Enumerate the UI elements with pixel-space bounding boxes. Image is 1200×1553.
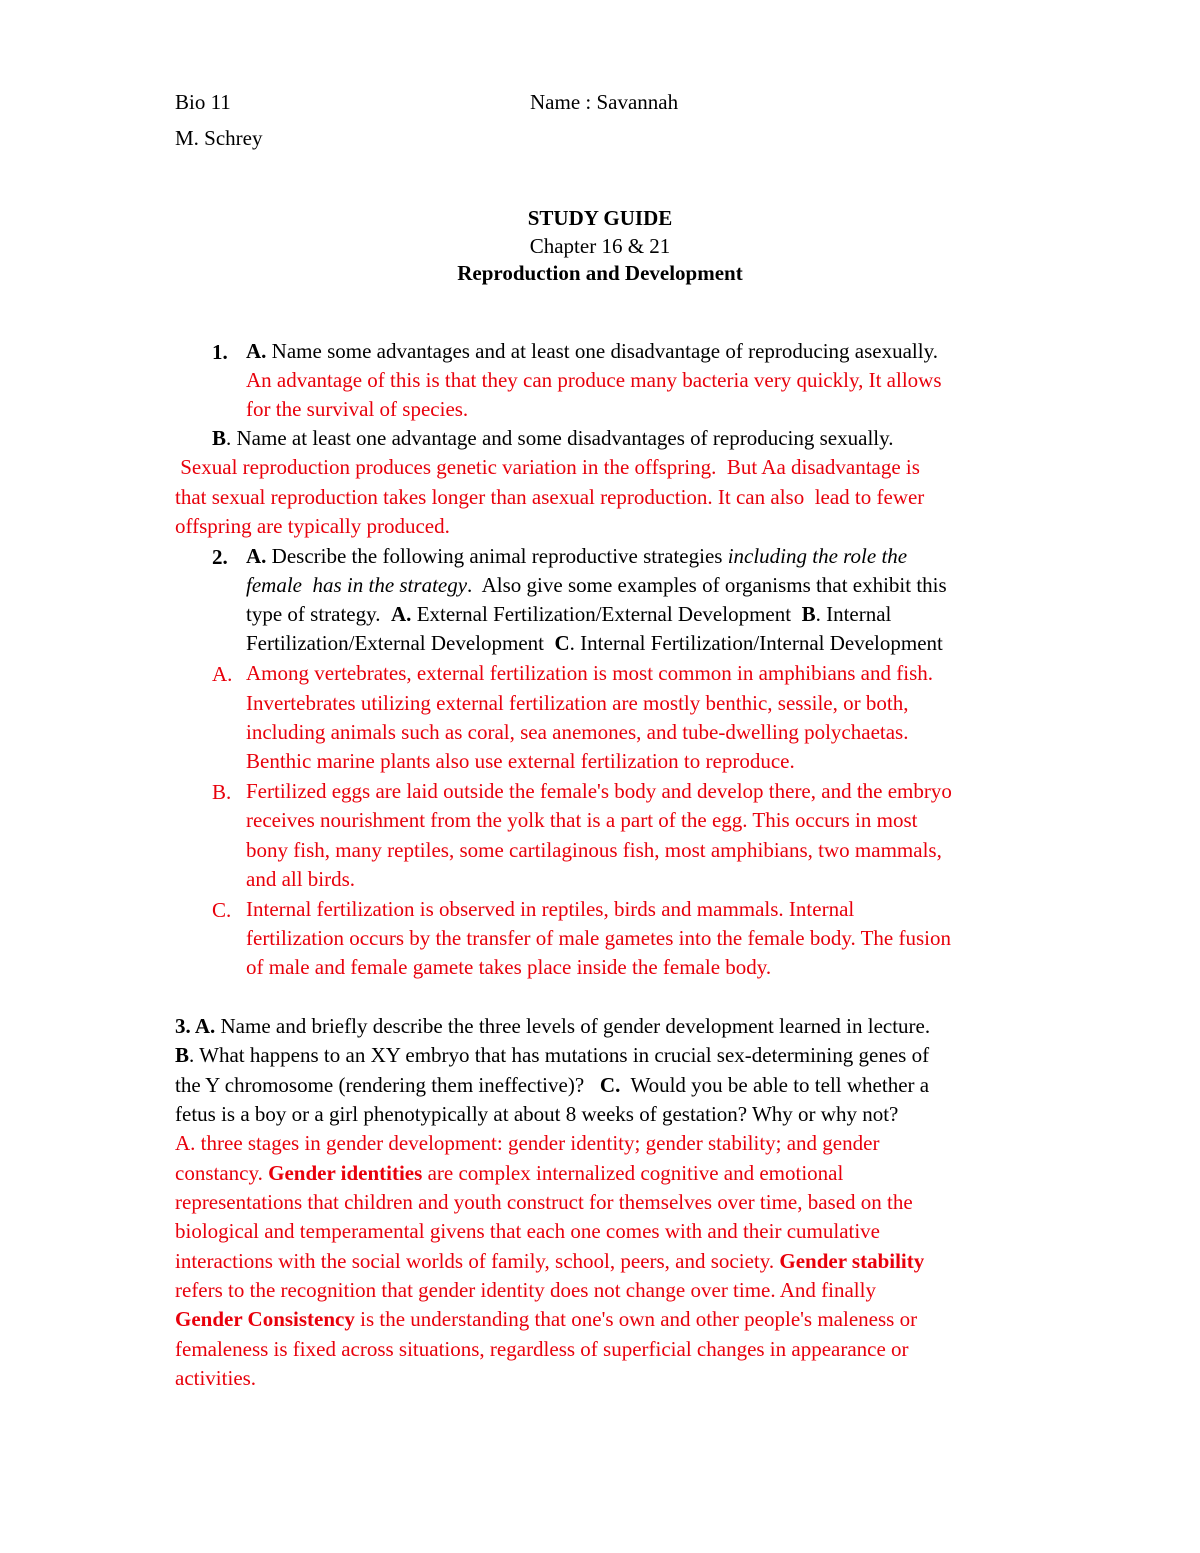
q1b-label: B <box>212 426 227 450</box>
q2-answer-letter: B. <box>212 780 232 804</box>
q1a-question: A. Name some advantages and at least one disadvantage of reproducing asexually. <box>246 339 938 363</box>
term-gender-consistency: Gender Consistency <box>175 1307 355 1331</box>
q1b-answer-line: Sexual reproduction produces genetic variation in the offspring. But Aa disadvantage is <box>175 455 920 479</box>
student-name: Name : Savannah <box>530 90 679 114</box>
term-gender-stability: Gender stability <box>779 1249 925 1273</box>
q2-answer-line: of male and female gamete takes place inside the female body. <box>246 955 772 979</box>
q2-question-line: female has in the strategy. Also give some examples of organisms that exhibit this <box>246 573 947 597</box>
q3-answer-line: femaleness is fixed across situations, regardless of superficial changes in appearance or <box>175 1337 909 1361</box>
q2-answer-line: and all birds. <box>246 867 356 891</box>
q1-number: 1. <box>212 340 228 364</box>
q3-answer-line: refers to the recognition that gender identity does not change over time. And finally <box>175 1278 876 1302</box>
chapter-label: Chapter 16 & 21 <box>529 234 671 258</box>
q2-answer-line: Invertebrates utilizing external fertilization are mostly benthic, sessile, or both, <box>246 691 909 715</box>
q3-question-line: the Y chromosome (rendering them ineffective)? C. Would you be able to tell whether a <box>175 1073 930 1097</box>
q2-answer-line: Benthic marine plants also use external fertilization to reproduce. <box>246 749 795 773</box>
page-subtitle: Reproduction and Development <box>457 261 743 285</box>
q2-answer-line: bony fish, many reptiles, some cartilaginous fish, most amphibians, two mammals, <box>246 838 942 862</box>
q3-answer-line: interactions with the social worlds of family, school, peers, and society. Gender stability <box>175 1249 925 1273</box>
q2-answer-letter: C. <box>212 898 232 922</box>
q2-question-line: Fertilization/External Development C. Internal Fertilization/Internal Development <box>246 631 943 655</box>
q1a-answer-line: An advantage of this is that they can produce many bacteria very quickly, It allows <box>246 368 942 392</box>
q2-answer-line: Among vertebrates, external fertilization is most common in amphibians and fish. <box>246 661 934 685</box>
q2-answer-line: including animals such as coral, sea anemones, and tube-dwelling polychaetas. <box>246 720 909 744</box>
q3-answer-line: A. three stages in gender development: gender identity; gender stability; and gender <box>175 1131 880 1155</box>
q3-question-line: 3. A. Name and briefly describe the three levels of gender development learned in lecture. <box>175 1014 931 1038</box>
page-title: STUDY GUIDE <box>527 206 673 230</box>
teacher-label: M. Schrey <box>175 126 263 150</box>
q2-number: 2. <box>212 545 228 569</box>
q2-answer-line: receives nourishment from the yolk that is a part of the egg. This occurs in most <box>246 808 918 832</box>
term-gender-identities: Gender identities <box>268 1161 423 1185</box>
q3-answer-line: activities. <box>175 1366 257 1390</box>
q2-question-line: type of strategy. A. External Fertilization/External Development B. Internal <box>246 602 892 626</box>
q1b-answer-line: that sexual reproduction takes longer than asexual reproduction. It can also lead to fewer <box>175 485 925 509</box>
q3-answer-line: constancy. Gender identities are complex internalized cognitive and emotional <box>175 1161 844 1185</box>
q2-answer-line: Fertilized eggs are laid outside the female's body and develop there, and the embryo <box>246 779 952 803</box>
course-label: Bio 11 <box>175 90 231 114</box>
q2-answer-line: fertilization occurs by the transfer of male gametes into the female body. The fusion <box>246 926 952 950</box>
q3-answer-line: representations that children and youth construct for themselves over time, based on the <box>175 1190 913 1214</box>
q3-question-line: fetus is a boy or a girl phenotypically at about 8 weeks of gestation? Why or why not? <box>175 1102 899 1126</box>
q3-answer-line: Gender Consistency is the understanding that one's own and other people's maleness or <box>175 1307 918 1331</box>
q3-label: 3. A. <box>175 1014 216 1038</box>
q2-answer-line: Internal fertilization is observed in reptiles, birds and mammals. Internal <box>246 897 855 921</box>
q1a-label: A. <box>246 339 267 363</box>
q2-answer-letter: A. <box>212 662 233 686</box>
q1b-question: B. Name at least one advantage and some disadvantages of reproducing sexually. <box>212 426 894 450</box>
q3-question-line: B. What happens to an XY embryo that has mutations in crucial sex-determining genes of <box>175 1043 930 1067</box>
q3-answer-line: biological and temperamental givens that each one comes with and their cumulative <box>175 1219 881 1243</box>
q1a-answer-line: for the survival of species. <box>246 397 469 421</box>
q1b-answer-line: offspring are typically produced. <box>175 514 450 538</box>
q2-question-line: A. Describe the following animal reproductive strategies including the role the <box>246 544 908 568</box>
